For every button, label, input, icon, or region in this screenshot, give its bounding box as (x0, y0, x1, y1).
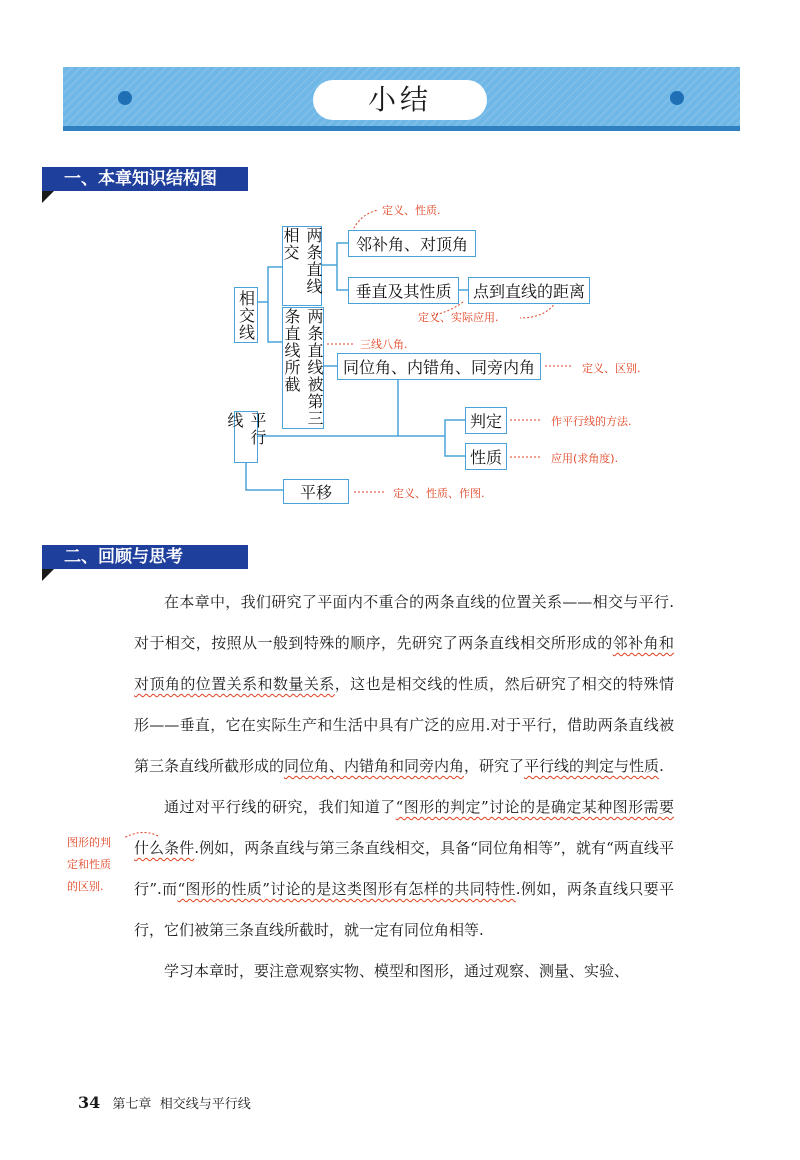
box-corresponding-angles: 同位角、内错角、同旁内角 (337, 353, 541, 380)
box-perpendicular: 垂直及其性质 (348, 277, 459, 304)
box-point-line-distance: 点到直线的距离 (468, 277, 590, 304)
chapter-label: 第七章 (112, 1097, 152, 1112)
box-adjacent-vertical-angles: 邻补角、对顶角 (348, 230, 476, 257)
box-properties: 性质 (465, 443, 507, 470)
section-header-structure: 一、本章知识结构图 (42, 167, 248, 191)
review-text (134, 582, 674, 992)
paragraph-2: 通过对平行线的研究，我们知道了“图形的判定”讨论的是确定某种图形需要什么条件.例如，两条直线与第三条直线相交，具备“同位角相等”，就有“两直线平行”.而“图形的性质”讨论的是这类图形有怎样的共同特性.例如，两条直线只要平行，它们被第三条直线所截时，就一定有同位角相等. (134, 798, 675, 939)
box-translation: 平移 (283, 479, 349, 504)
note-definition-application: 定义、实际应用. (418, 311, 499, 324)
note-parallel-construction: 作平行线的方法. (551, 415, 632, 428)
box-cut-by-third-line: 两条直线被第三条直线所截 (282, 308, 324, 427)
side-note-arrow (118, 826, 160, 846)
note-definition-property: 定义、性质. (382, 204, 441, 217)
section-header-corner (42, 569, 54, 581)
page-footer (78, 1093, 251, 1112)
page-number: 34 (78, 1093, 101, 1112)
paragraph-1: 在本章中，我们研究了平面内不重合的两条直线的位置关系——相交与平行.对于相交，按照从一般到特殊的顺序，先研究了两条直线相交所形成的邻补角和对顶角的位置关系和数量关系，这也是相交线的性质，然后研究了相交的特殊情形——垂直，它在实际生产和生活中具有广泛的应用.对于平行，借助两条直线被第三条直线所截形成的同位角、内错角和同旁内角，研究了平行线的判定与性质. (134, 593, 674, 775)
note-application-angles: 应用(求角度). (551, 452, 619, 465)
box-criteria: 判定 (465, 407, 507, 434)
box-pingxingxian: 平行线 (234, 411, 258, 463)
note-three-lines-eight-angles: 三线八角. (360, 338, 408, 351)
side-note: 图形的判 定和性质 的区别. (67, 836, 111, 893)
box-two-lines-intersect: 两条直线相交 (282, 226, 322, 306)
note-definition-difference: 定义、区别. (582, 362, 641, 375)
note-translation: 定义、性质、作图. (393, 487, 485, 500)
chapter-title: 相交线与平行线 (159, 1097, 251, 1112)
paragraph-3: 学习本章时，要注意观察实物、模型和图形，通过观察、测量、实验、 (164, 962, 630, 980)
section-header-review: 二、回顾与思考 (42, 545, 248, 569)
box-xiangjiaoxian: 相交线 (234, 287, 258, 343)
page-title: 小结 (313, 80, 487, 120)
